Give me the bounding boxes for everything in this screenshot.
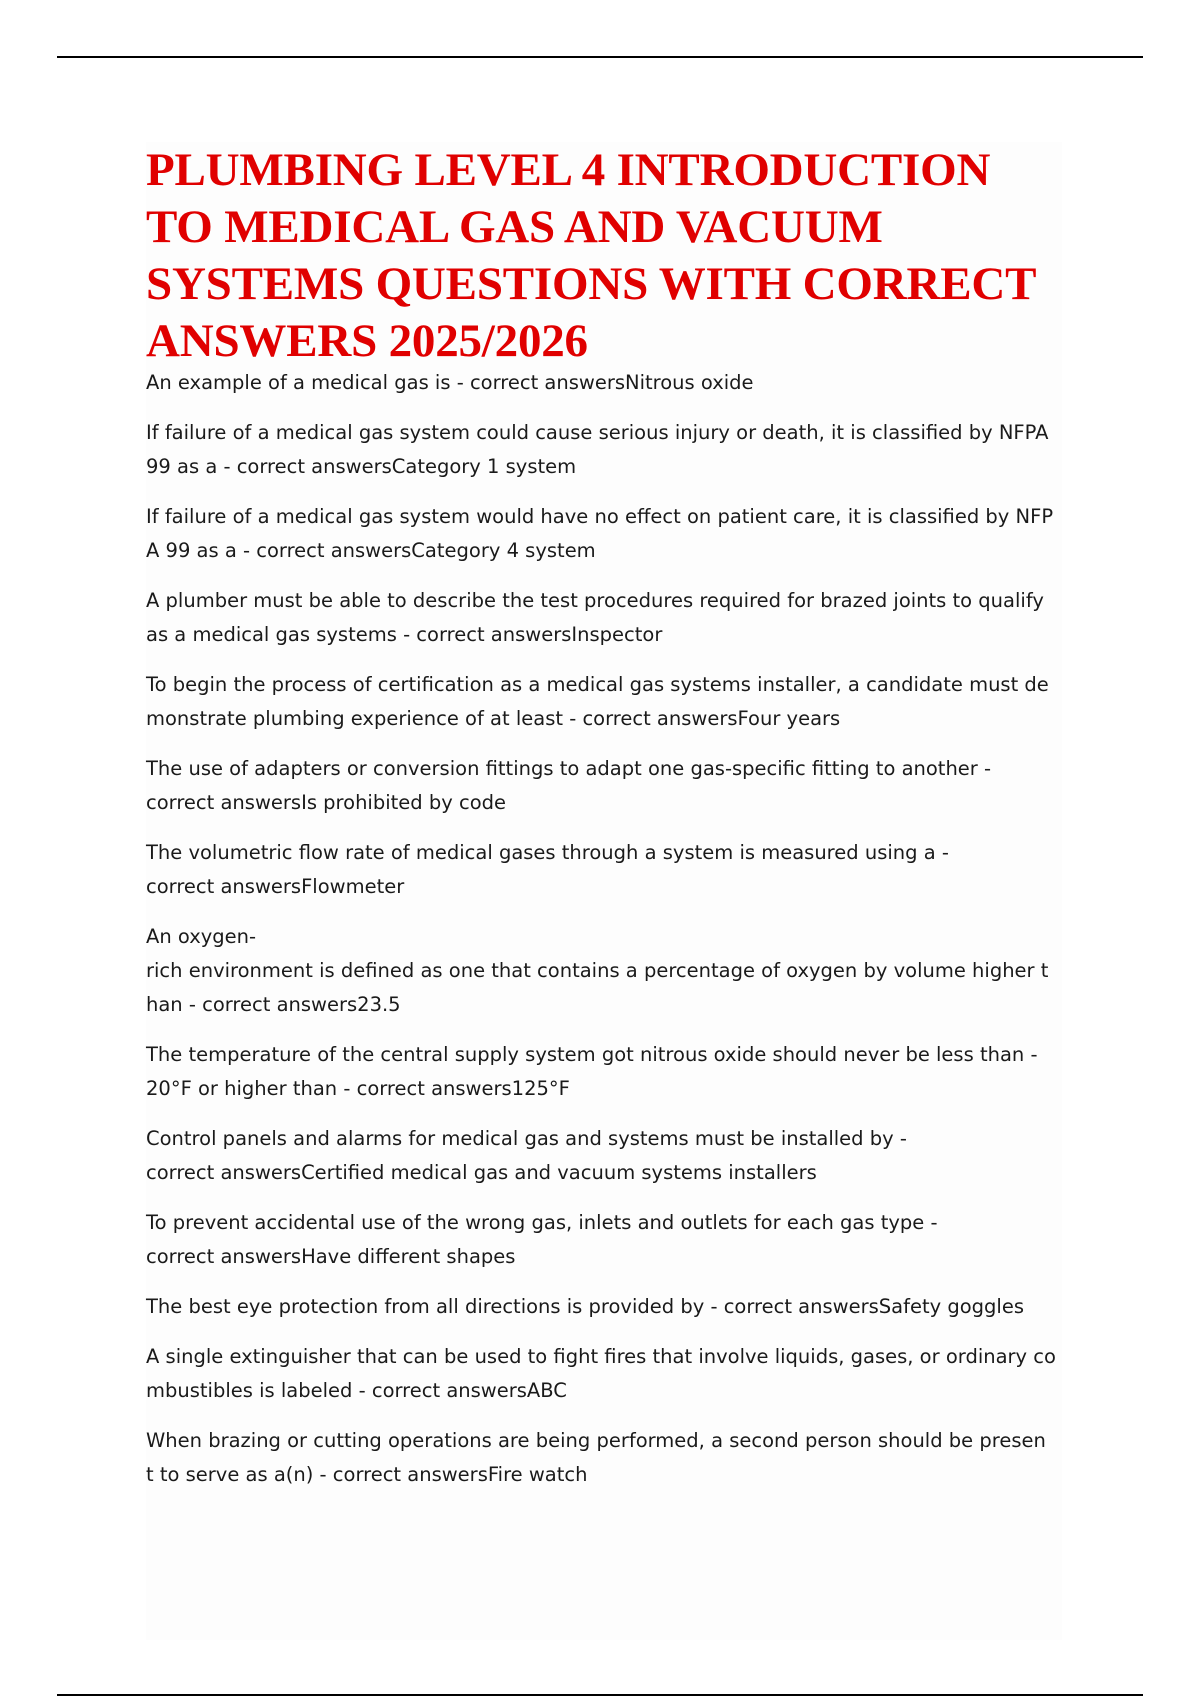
header-rule: [57, 56, 1143, 58]
document-title: PLUMBING LEVEL 4 INTRODUCTION TO MEDICAL GAS AND VACUUM SYSTEMS QUESTIONS WITH CORRECT ANSWERS 2025/2026: [146, 144, 1036, 367]
qa-item-2: If failure of a medical gas system could cause serious injury or death, it is classified by NFPA 99 as a - correct answersCategory 1 system: [146, 421, 1049, 478]
qa-item-11: To prevent accidental use of the wrong gas, inlets and outlets for each gas type - correct answersHave different shapes: [146, 1211, 938, 1268]
qa-item-3: If failure of a medical gas system would have no effect on patient care, it is classified by NFP A 99 as a - correct answersCategory 4 system: [146, 505, 1054, 562]
qa-item-12: The best eye protection from all directions is provided by - correct answersSafety goggles: [146, 1295, 1024, 1318]
qa-item-7: The volumetric flow rate of medical gases through a system is measured using a - correct answersFlowmeter: [146, 841, 949, 898]
qa-item-5: To begin the process of certification as a medical gas systems installer, a candidate must de monstrate plumbing experience of at least - correct answersFour years: [146, 673, 1049, 730]
qa-item-8: An oxygen- rich environment is defined as one that contains a percentage of oxygen by volume higher t han - correct answers23.5: [146, 925, 1049, 1016]
qa-item-14: When brazing or cutting operations are being performed, a second person should be presen t to serve as a(n) - correct answersFire watch: [146, 1429, 1046, 1486]
qa-item-6: The use of adapters or conversion fittings to adapt one gas-specific fitting to another - correct answersIs prohibited by code: [146, 757, 992, 814]
qa-item-4: A plumber must be able to describe the test procedures required for brazed joints to qualify as a medical gas systems - correct answersInspector: [146, 589, 1044, 646]
qa-item-13: A single extinguisher that can be used to fight fires that involve liquids, gases, or ordinary co mbustibles is labeled - correct answersABC: [146, 1345, 1056, 1402]
footer-rule: [57, 1694, 1143, 1696]
qa-item-9: The temperature of the central supply system got nitrous oxide should never be less than - 20°F or higher than - correct answers125°F: [146, 1043, 1038, 1100]
qa-item-1: An example of a medical gas is - correct answersNitrous oxide: [146, 371, 754, 394]
document-body: [146, 142, 1062, 1640]
qa-list: [146, 366, 1062, 1492]
qa-item-10: Control panels and alarms for medical gas and systems must be installed by - correct answersCertified medical gas and vacuum systems installers: [146, 1127, 907, 1184]
